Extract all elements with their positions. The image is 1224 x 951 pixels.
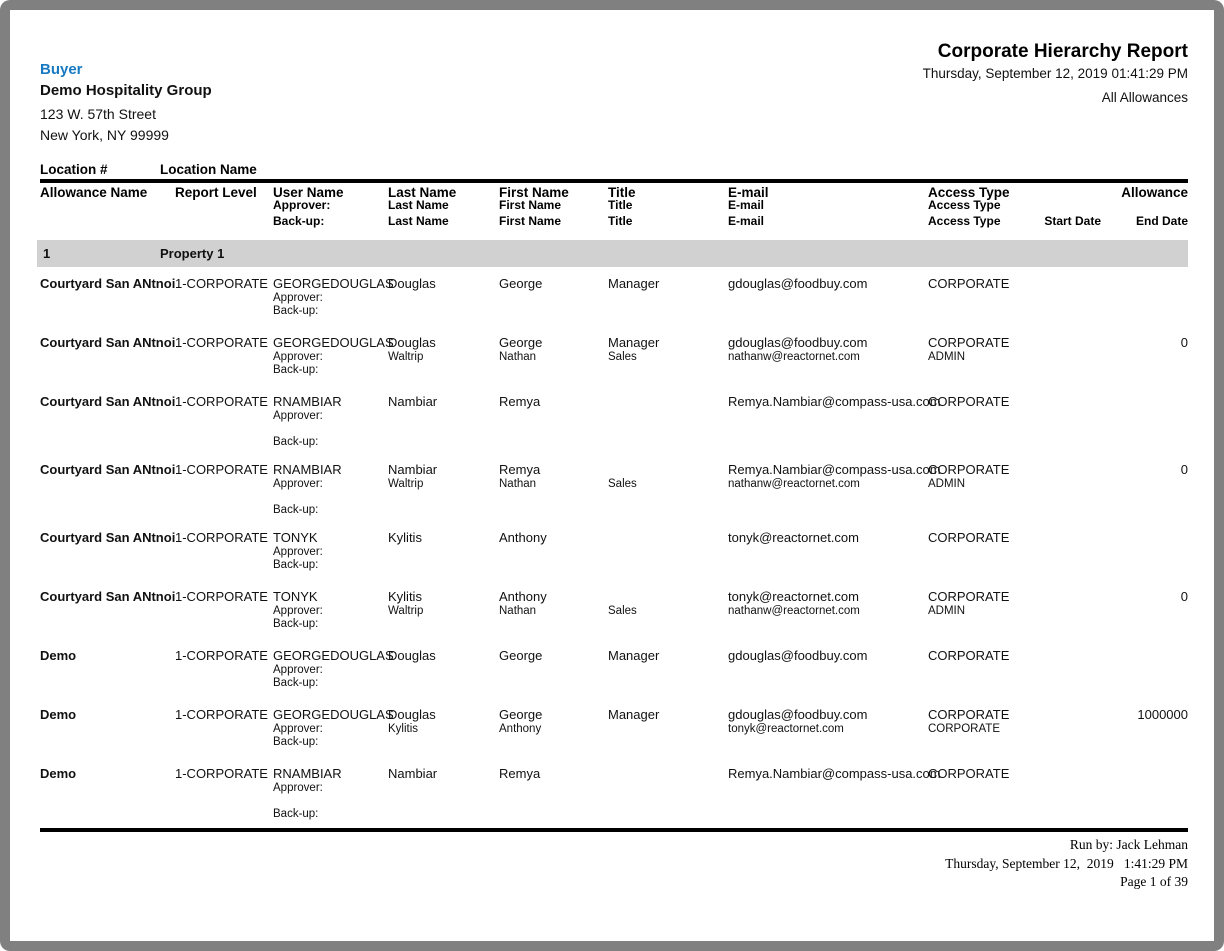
- report-datetime: Thursday, September 12, 2019 01:41:29 PM: [922, 66, 1188, 81]
- header-backup-label: Back-up:: [273, 214, 325, 228]
- cell-backup-label: Back-up:: [273, 436, 319, 448]
- location-name-header: Location Name: [160, 162, 257, 177]
- cell-approver-title: Sales: [608, 605, 637, 617]
- cell-report-level: 1-CORPORATE: [175, 530, 268, 545]
- table-row: [40, 393, 1188, 461]
- buyer-label: Buyer: [40, 61, 83, 78]
- cell-allowance-value: 1000000: [1137, 707, 1188, 722]
- header-report-level: Report Level: [175, 185, 257, 200]
- cell-user-first-name: Remya: [499, 462, 541, 477]
- cell-backup-label: Back-up:: [273, 504, 319, 516]
- cell-user-first-name: Anthony: [499, 589, 547, 604]
- header-title: Title: [608, 185, 636, 200]
- cell-allowance-name: Demo: [40, 707, 77, 722]
- cell-approver-access-type: ADMIN: [928, 605, 966, 617]
- cell-report-level: 1-CORPORATE: [175, 462, 268, 477]
- cell-approver-email: tonyk@reactornet.com: [728, 723, 844, 735]
- cell-report-level: 1-CORPORATE: [175, 589, 268, 604]
- header-allowance: Allowance: [1121, 185, 1188, 200]
- cell-user-email: gdouglas@foodbuy.com: [728, 335, 868, 350]
- cell-user-first-name: Anthony: [499, 530, 547, 545]
- cell-allowance-name: Courtyard San ANtnoi: [40, 276, 176, 291]
- table-row: [40, 461, 1188, 529]
- cell-approver-email: nathanw@reactornet.com: [728, 605, 860, 617]
- cell-user-email: tonyk@reactornet.com: [728, 530, 859, 545]
- cell-backup-label: Back-up:: [273, 736, 319, 748]
- cell-user-name: GEORGEDOUGLAS: [273, 276, 394, 291]
- table-row: [40, 706, 1188, 765]
- cell-user-name: GEORGEDOUGLAS: [273, 707, 394, 722]
- header-email: E-mail: [728, 185, 769, 200]
- cell-approver-access-type: ADMIN: [928, 478, 966, 490]
- cell-report-level: 1-CORPORATE: [175, 335, 268, 350]
- cell-user-name: GEORGEDOUGLAS: [273, 335, 394, 350]
- cell-user-name: TONYK: [273, 589, 318, 604]
- cell-approver-label: Approver:: [273, 410, 323, 422]
- cell-user-name: RNAMBIAR: [273, 766, 342, 781]
- cell-allowance-name: Courtyard San ANtnoi: [40, 530, 176, 545]
- cell-user-title: Manager: [608, 648, 660, 663]
- table-row: [40, 529, 1188, 588]
- cell-user-email: gdouglas@foodbuy.com: [728, 276, 868, 291]
- header-end-date: End Date: [1135, 214, 1188, 228]
- cell-backup-label: Back-up:: [273, 559, 319, 571]
- header-start-date: Start Date: [1044, 214, 1101, 228]
- cell-backup-label: Back-up:: [273, 808, 319, 820]
- header-approver-title: Title: [608, 198, 633, 212]
- cell-user-first-name: Remya: [499, 394, 541, 409]
- cell-approver-title: Sales: [608, 351, 637, 363]
- footer-page-number: Page 1 of 39: [1120, 874, 1188, 889]
- group-location-number: 1: [43, 246, 51, 261]
- cell-approver-label: Approver:: [273, 546, 323, 558]
- cell-user-access-type: CORPORATE: [928, 648, 1010, 663]
- header-approver-last-name: Last Name: [388, 198, 449, 212]
- cell-approver-label: Approver:: [273, 723, 323, 735]
- cell-approver-label: Approver:: [273, 351, 323, 363]
- cell-backup-label: Back-up:: [273, 618, 319, 630]
- cell-user-title: Manager: [608, 335, 660, 350]
- cell-user-last-name: Nambiar: [388, 394, 438, 409]
- report-page: [10, 10, 1214, 941]
- cell-approver-label: Approver:: [273, 605, 323, 617]
- cell-user-title: Manager: [608, 276, 660, 291]
- cell-user-first-name: Remya: [499, 766, 541, 781]
- table-row: [40, 334, 1188, 393]
- cell-user-last-name: Douglas: [388, 335, 436, 350]
- table-row: [40, 647, 1188, 706]
- cell-backup-label: Back-up:: [273, 305, 319, 317]
- header-first-name: First Name: [499, 185, 569, 200]
- cell-user-first-name: George: [499, 707, 543, 722]
- cell-allowance-name: Courtyard San ANtnoi: [40, 394, 176, 409]
- cell-allowance-name: Courtyard San ANtnoi: [40, 589, 176, 604]
- cell-approver-access-type: CORPORATE: [928, 723, 1000, 735]
- cell-approver-first-name: Anthony: [499, 723, 542, 735]
- cell-user-name: RNAMBIAR: [273, 394, 342, 409]
- cell-user-email: gdouglas@foodbuy.com: [728, 648, 868, 663]
- cell-user-access-type: CORPORATE: [928, 766, 1010, 781]
- cell-approver-email: nathanw@reactornet.com: [728, 478, 860, 490]
- cell-user-access-type: CORPORATE: [928, 276, 1010, 291]
- cell-approver-last-name: Waltrip: [388, 351, 424, 363]
- cell-allowance-name: Courtyard San ANtnoi: [40, 335, 176, 350]
- header-backup-last-name: Last Name: [388, 214, 449, 228]
- group-header-row: [37, 240, 1188, 267]
- header-allowance-name: Allowance Name: [40, 185, 148, 200]
- cell-report-level: 1-CORPORATE: [175, 276, 268, 291]
- header-backup-email: E-mail: [728, 214, 765, 228]
- cell-approver-label: Approver:: [273, 292, 323, 304]
- cell-allowance-name: Demo: [40, 648, 77, 663]
- header-approver-first-name: First Name: [499, 198, 562, 212]
- footer-run-by: Run by: Jack Lehman: [1069, 837, 1188, 852]
- header-last-name: Last Name: [388, 185, 457, 200]
- cell-user-last-name: Nambiar: [388, 462, 438, 477]
- cell-user-first-name: George: [499, 335, 543, 350]
- company-name: Demo Hospitality Group: [40, 82, 212, 99]
- cell-approver-email: nathanw@reactornet.com: [728, 351, 860, 363]
- cell-user-last-name: Nambiar: [388, 766, 438, 781]
- cell-approver-last-name: Waltrip: [388, 605, 424, 617]
- cell-user-name: RNAMBIAR: [273, 462, 342, 477]
- header-access-type: Access Type: [928, 185, 1010, 200]
- header-approver-label: Approver:: [273, 198, 331, 212]
- cell-approver-first-name: Nathan: [499, 351, 537, 363]
- table-row: [40, 765, 1188, 826]
- report-title: Corporate Hierarchy Report: [937, 41, 1188, 62]
- cell-allowance-value: 0: [1180, 335, 1188, 350]
- cell-approver-label: Approver:: [273, 478, 323, 490]
- cell-user-last-name: Douglas: [388, 707, 436, 722]
- cell-approver-label: Approver:: [273, 664, 323, 676]
- cell-user-first-name: George: [499, 276, 543, 291]
- header-user-name: User Name: [273, 185, 344, 200]
- cell-user-name: TONYK: [273, 530, 318, 545]
- cell-report-level: 1-CORPORATE: [175, 648, 268, 663]
- cell-allowance-name: Demo: [40, 766, 77, 781]
- cell-user-access-type: CORPORATE: [928, 394, 1010, 409]
- cell-approver-first-name: Nathan: [499, 605, 537, 617]
- cell-user-access-type: CORPORATE: [928, 589, 1010, 604]
- header-divider: [40, 179, 1188, 183]
- cell-backup-label: Back-up:: [273, 364, 319, 376]
- cell-allowance-value: 0: [1180, 462, 1188, 477]
- cell-user-last-name: Kylitis: [388, 589, 422, 604]
- cell-user-title: Manager: [608, 707, 660, 722]
- cell-allowance-value: 0: [1180, 589, 1188, 604]
- cell-user-last-name: Kylitis: [388, 530, 422, 545]
- report-scope: All Allowances: [1101, 90, 1188, 105]
- company-address-line2: New York, NY 99999: [40, 127, 169, 143]
- cell-report-level: 1-CORPORATE: [175, 766, 268, 781]
- table-header: [40, 186, 1188, 238]
- cell-approver-last-name: Kylitis: [388, 723, 419, 735]
- cell-user-email: tonyk@reactornet.com: [728, 589, 859, 604]
- cell-approver-access-type: ADMIN: [928, 351, 966, 363]
- table-rows: [40, 275, 1188, 826]
- cell-user-email: Remya.Nambiar@compass-usa.com: [728, 394, 941, 409]
- header-approver-access-type: Access Type: [928, 198, 1001, 212]
- table-row: [40, 588, 1188, 647]
- location-number-header: Location #: [40, 162, 108, 177]
- footer-divider: [40, 828, 1188, 832]
- cell-approver-label: Approver:: [273, 782, 323, 794]
- cell-user-email: Remya.Nambiar@compass-usa.com: [728, 462, 941, 477]
- header-backup-title: Title: [608, 214, 633, 228]
- cell-user-last-name: Douglas: [388, 276, 436, 291]
- company-address-line1: 123 W. 57th Street: [40, 106, 156, 122]
- cell-user-access-type: CORPORATE: [928, 462, 1010, 477]
- cell-user-email: Remya.Nambiar@compass-usa.com: [728, 766, 941, 781]
- report-content: [40, 10, 1188, 941]
- group-location-name: Property 1: [160, 246, 225, 261]
- cell-approver-first-name: Nathan: [499, 478, 537, 490]
- cell-user-email: gdouglas@foodbuy.com: [728, 707, 868, 722]
- header-backup-first-name: First Name: [499, 214, 562, 228]
- cell-report-level: 1-CORPORATE: [175, 394, 268, 409]
- footer-datetime: Thursday, September 12, 2019 1:41:29 PM: [945, 856, 1188, 871]
- cell-report-level: 1-CORPORATE: [175, 707, 268, 722]
- cell-approver-last-name: Waltrip: [388, 478, 424, 490]
- header-approver-email: E-mail: [728, 198, 765, 212]
- cell-user-last-name: Douglas: [388, 648, 436, 663]
- header-backup-access-type: Access Type: [928, 214, 1001, 228]
- cell-user-access-type: CORPORATE: [928, 530, 1010, 545]
- cell-allowance-name: Courtyard San ANtnoi: [40, 462, 176, 477]
- cell-user-name: GEORGEDOUGLAS: [273, 648, 394, 663]
- cell-user-access-type: CORPORATE: [928, 707, 1010, 722]
- cell-user-first-name: George: [499, 648, 543, 663]
- cell-approver-title: Sales: [608, 478, 637, 490]
- cell-user-access-type: CORPORATE: [928, 335, 1010, 350]
- cell-backup-label: Back-up:: [273, 677, 319, 689]
- table-row: [40, 275, 1188, 334]
